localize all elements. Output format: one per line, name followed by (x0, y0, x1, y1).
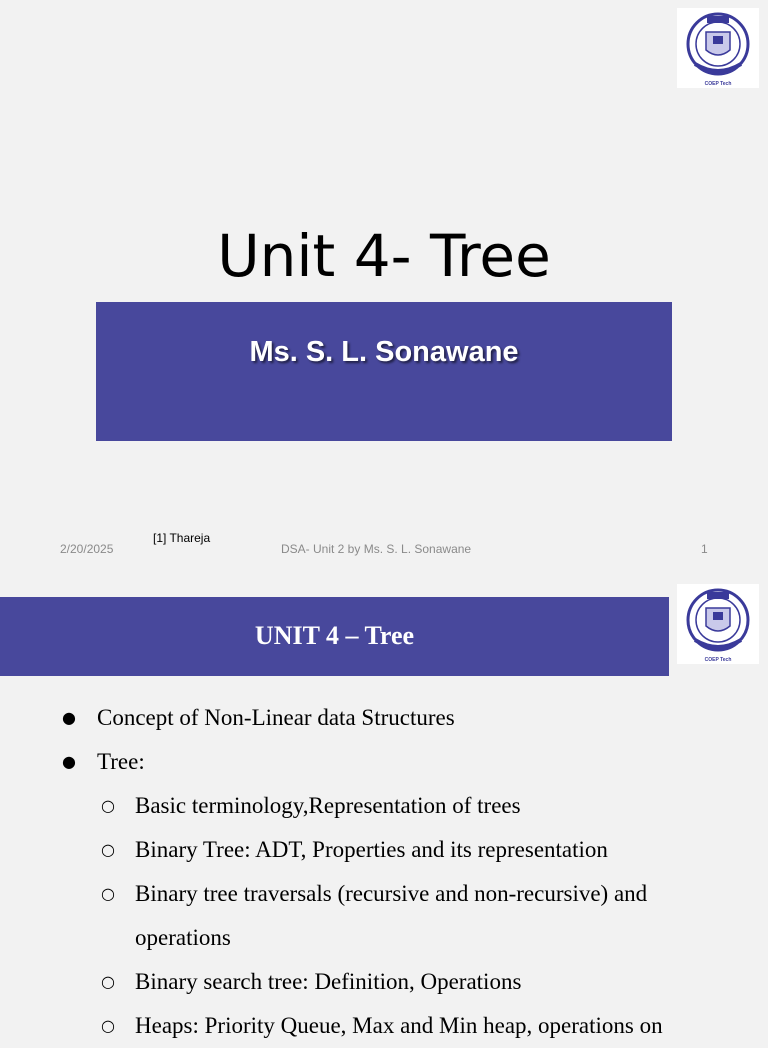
coep-tech-logo (677, 584, 759, 664)
bullet-marker: ● (62, 752, 76, 771)
svg-text:COEP Tech: COEP Tech (704, 81, 732, 87)
list-item (0, 960, 768, 1004)
list-item (0, 828, 768, 872)
sub-bullet-marker: ○ (101, 840, 115, 859)
list-item (0, 872, 768, 960)
list-item-text: Tree: (97, 749, 145, 774)
footer-page-number: 1 (701, 542, 708, 556)
list-item (0, 696, 768, 740)
slide-title: Unit 4- Tree (217, 222, 551, 290)
coep-tech-logo (677, 8, 759, 88)
author-name: Ms. S. L. Sonawane (249, 336, 519, 368)
topic-list (0, 696, 768, 1048)
svg-text:COEP Tech: COEP Tech (704, 657, 732, 663)
footer-title: DSA- Unit 2 by Ms. S. L. Sonawane (281, 542, 472, 556)
footer-date: 2/20/2025 (60, 542, 114, 556)
list-item (0, 740, 768, 784)
list-item-text: Binary tree traversals (recursive and non-recursive) and operations (135, 881, 648, 950)
header-bar (0, 597, 669, 676)
author-box (96, 302, 672, 441)
list-item-text: Concept of Non-Linear data Structures (97, 705, 455, 730)
slide-header: UNIT 4 – Tree (254, 621, 415, 650)
sub-bullet-marker: ○ (101, 796, 115, 815)
list-item (0, 784, 768, 828)
reference-note: [1] Thareja (153, 531, 211, 545)
sub-bullet-marker: ○ (101, 884, 115, 903)
sub-bullet-marker: ○ (101, 972, 115, 991)
content-slide (0, 576, 768, 1038)
list-item-text: Binary search tree: Definition, Operations (135, 969, 522, 994)
list-item-text: Basic terminology,Representation of trees (135, 793, 521, 818)
list-item-text: Binary Tree: ADT, Properties and its representation (135, 837, 608, 862)
list-item-text: Heaps: Priority Queue, Max and Min heap, operations on (135, 1013, 663, 1038)
bullet-marker: ● (62, 708, 76, 727)
sub-bullet-marker: ○ (101, 1016, 115, 1035)
list-item (0, 1004, 768, 1048)
